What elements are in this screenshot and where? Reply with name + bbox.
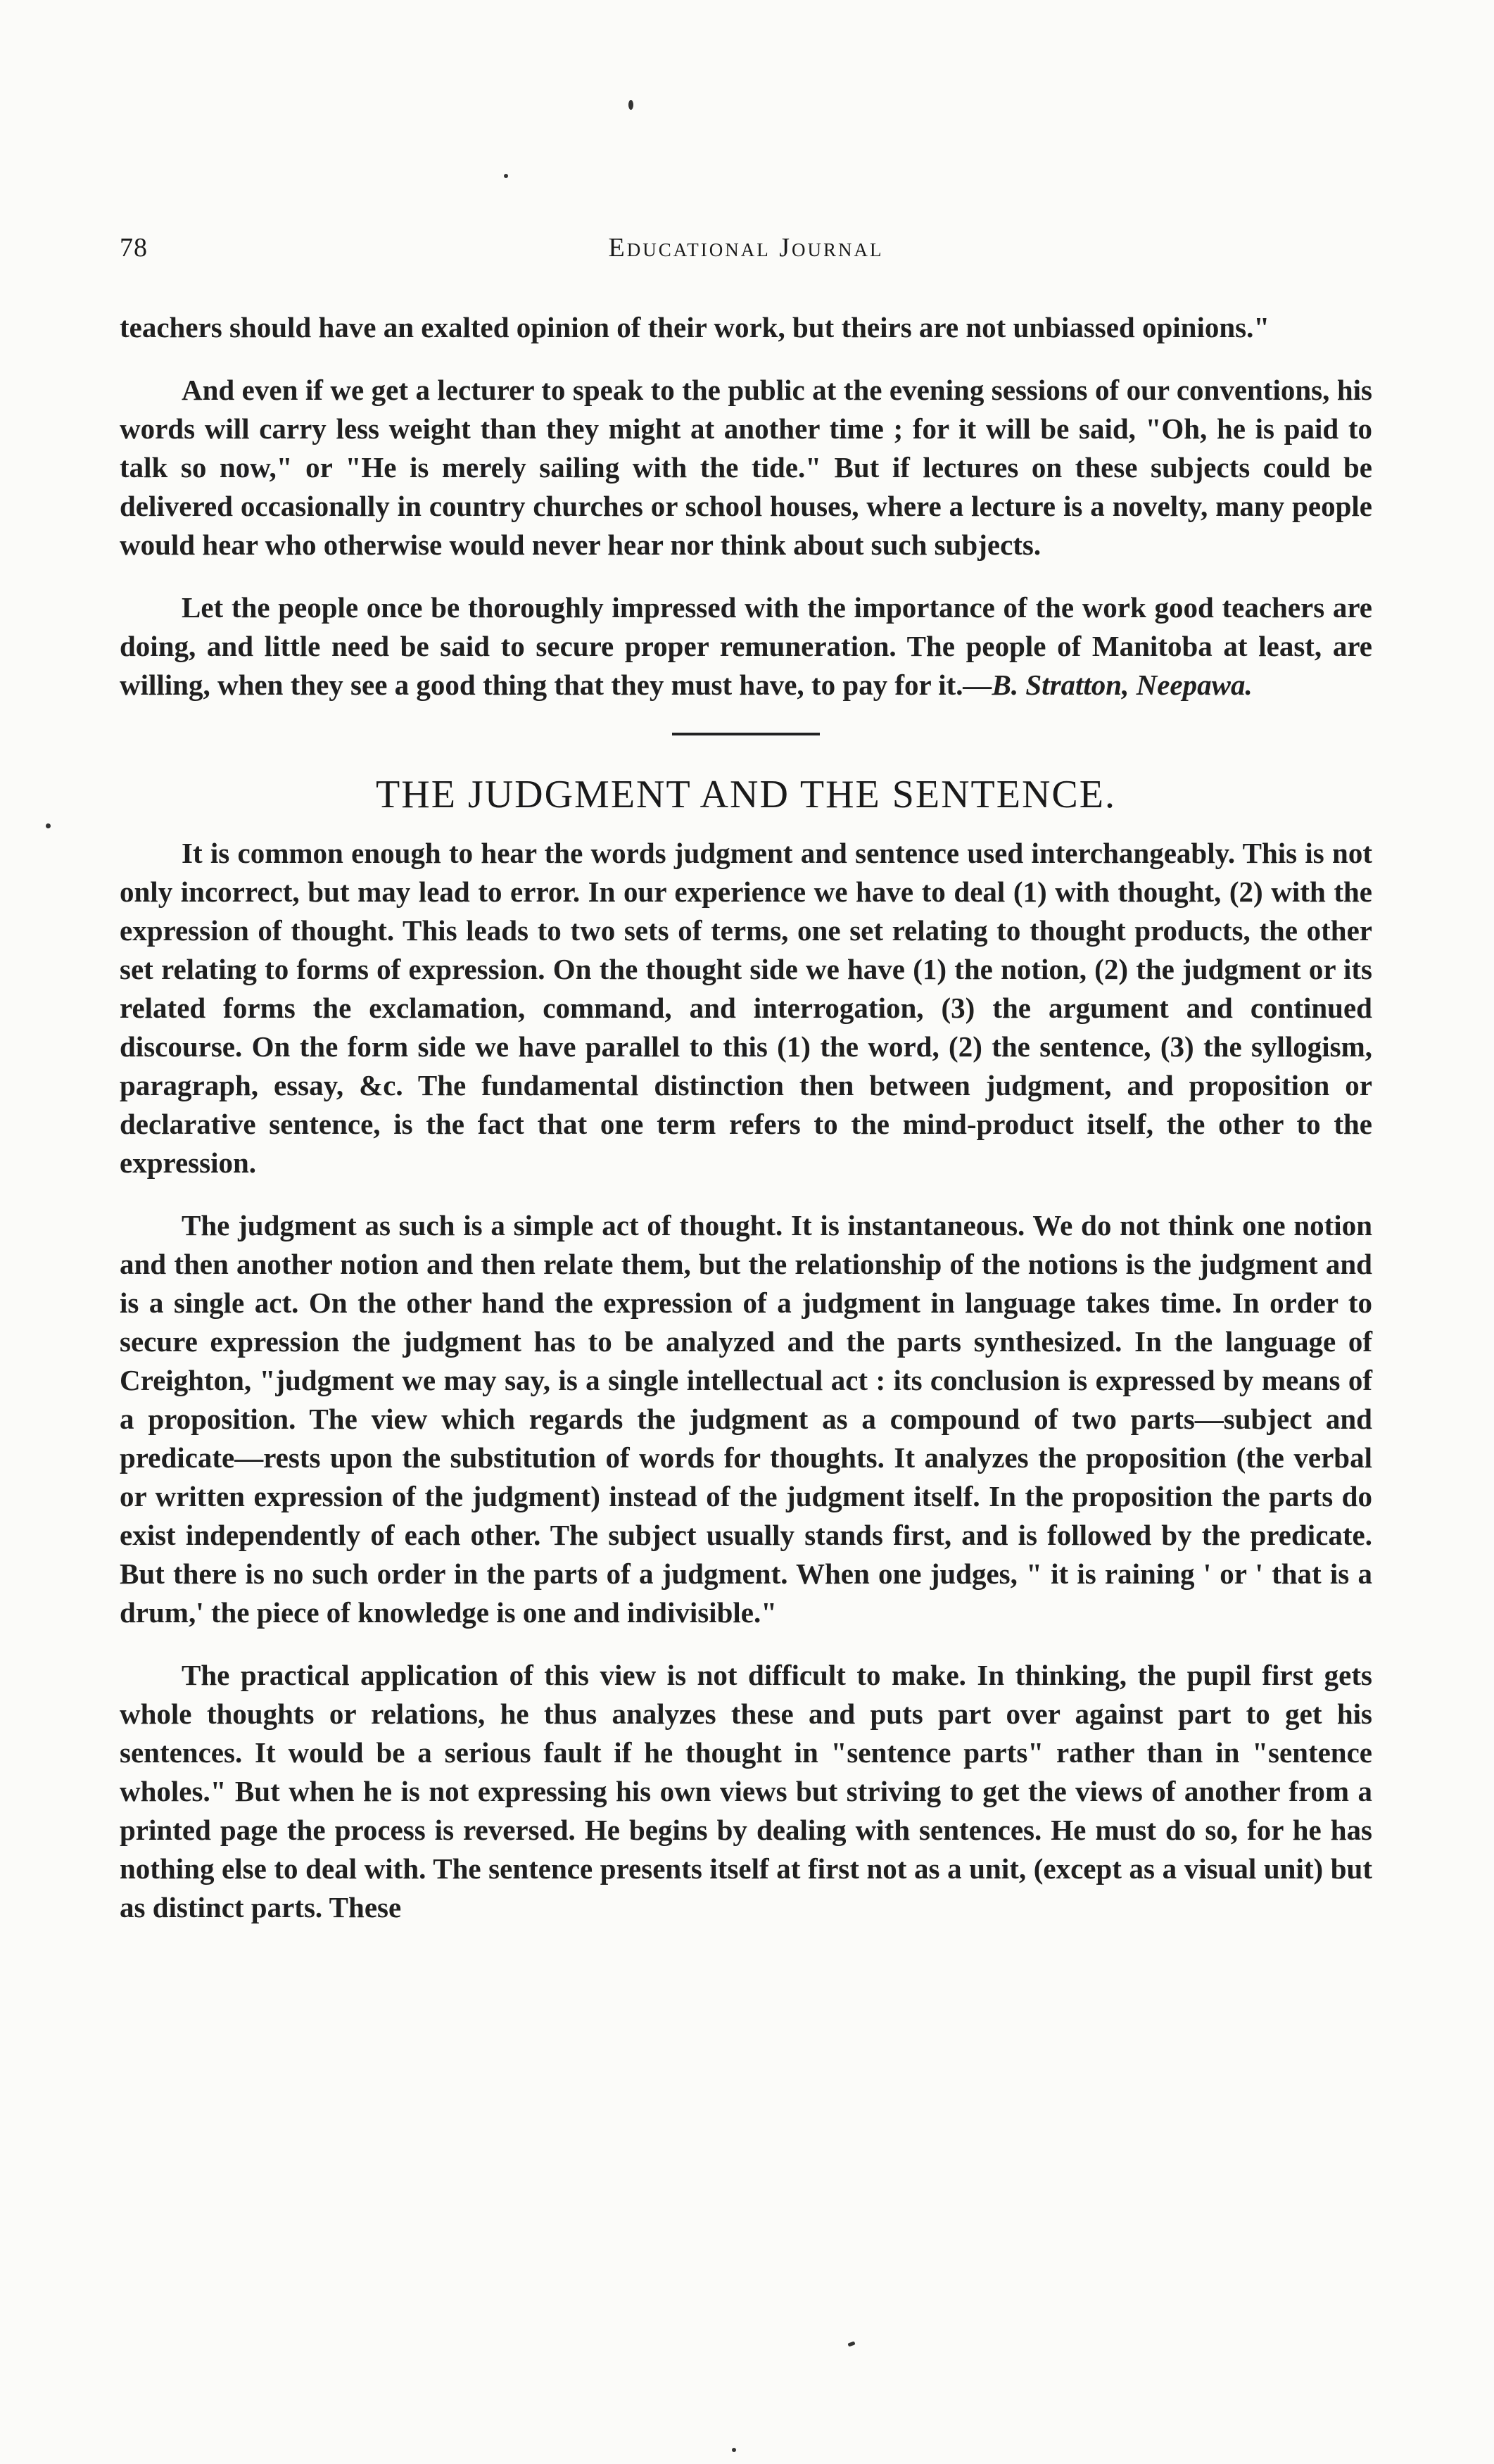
article2-paragraph-3: The practical application of this view is not difficult to make. In thinking, the pupil first gets whole thoughts or relations, he thus analyzes these and puts part over against part to get his sentences. It would be a serious fault if he thought in "sentence parts" rather than in "sentence wholes." But when he is not expressing his own views but striving to get the views of another from a printed page the process is reversed. He begins by dealing with sentences. He must do so, for he has nothing else to deal with. The sentence presents itself at first not as a unit, (except as a visual unit) but as distinct parts. These xyxy=(120,1659,1372,1923)
ink-speck xyxy=(628,100,633,110)
ink-speck xyxy=(504,174,508,178)
ink-speck xyxy=(847,2341,855,2346)
section-divider xyxy=(672,733,820,735)
article1-paragraph-2: And even if we get a lecturer to speak to the public at the evening sessions of our conventions, his words will carry less weight than they might at another time ; for it will be said, "Oh, he is paid to talk so now," or "He is merely sailing with the tide." But if lectures on these subjects could be delivered occasionally in country churches or school houses, where a lecture is a novelty, many people would hear who otherwise would never hear nor think about such subjects. xyxy=(120,374,1372,561)
article-continuation xyxy=(120,308,1372,705)
article1-paragraph-3-text: Let the people once be thoroughly impressed with the importance of the work good teachers are doing, and little need be said to secure proper remuneration. The people of Manitoba at least, are willing, when they see a good thing that they must have, to pay for it. xyxy=(120,591,1372,701)
article-title: THE JUDGMENT AND THE SENTENCE. xyxy=(376,773,1116,816)
article1-signature: —B. Stratton, Neepawa. xyxy=(963,669,1253,701)
article1-paragraph-3 xyxy=(120,588,1372,705)
ink-speck xyxy=(732,2448,736,2452)
ink-speck xyxy=(46,823,51,828)
article2-paragraph-1: It is common enough to hear the words judgment and sentence used interchangeably. This is not only incorrect, but may lead to error. In our experience we have to deal (1) with thought, (2) with the expression of thought. This leads to two sets of terms, one set relating to thought products, the other set relating to forms of expression. On the thought side we have (1) the notion, (2) the judgment or its related forms the exclamation, command, and interrogation, (3) the argument and continued discourse. On the form side we have parallel to this (1) the word, (2) the sentence, (3) the syllogism, paragraph, essay, &c. The fundamental distinction then between judgment, and proposition or declarative sentence, is the fact that one term refers to the mind-product itself, the other to the expression. xyxy=(120,837,1372,1179)
article-judgment-and-sentence xyxy=(120,772,1372,1927)
page-number: 78 xyxy=(120,233,148,263)
page xyxy=(120,218,1372,1951)
article1-paragraph-1: teachers should have an exalted opinion of their work, but theirs are not unbiassed opinions." xyxy=(120,311,1270,343)
article2-paragraph-2: The judgment as such is a simple act of thought. It is instantaneous. We do not think one notion and then another notion and then relate them, but the relationship of the notions is the judgment and is a single act. On the other hand the expression of a judgment in language takes time. In order to secure expression the judgment has to be analyzed and the parts synthesized. In the language of Creighton, "judgment we may say, is a single intellectual act : its conclusion is expressed by means of a proposition. The view which regards the judgment as a compound of two parts—subject and predicate—rests upon the substitution of words for thoughts. It analyzes the proposition (the verbal or written expression of the judgment) instead of the judgment itself. In the proposition the parts do exist independently of each other. The subject usually stands first, and is followed by the predicate. But there is no such order in the parts of a judgment. When one judges, " it is raining ' or ' that is a drum,' the piece of knowledge is one and indivisible." xyxy=(120,1209,1372,1629)
journal-title: Educational Journal xyxy=(608,233,884,263)
page-header xyxy=(120,218,1372,267)
